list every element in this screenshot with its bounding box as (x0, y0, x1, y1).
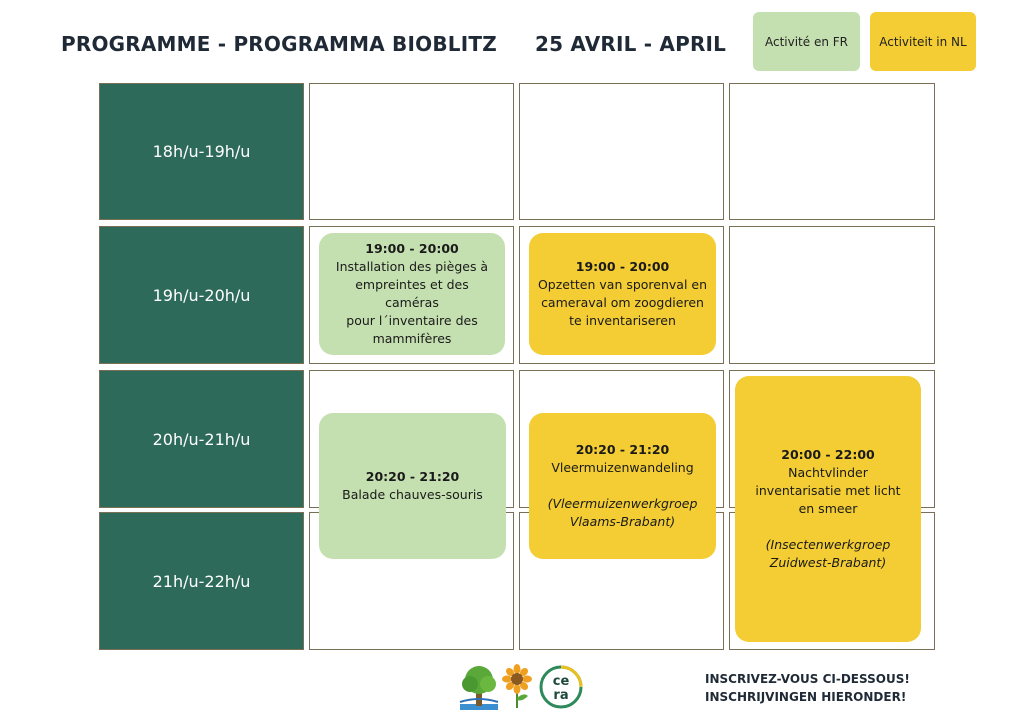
time-slot-18: 18h/u-19h/u (99, 83, 304, 220)
event-organizer: Zuidwest-Brabant) (769, 555, 887, 570)
event-text: mammifères (372, 331, 452, 346)
tree-logo-icon (458, 662, 500, 712)
cera-logo-icon (538, 664, 584, 710)
legend-fr (753, 12, 860, 71)
event-organizer: (Insectenwerkgroep (765, 537, 891, 552)
event-nl-traps[interactable] (529, 233, 716, 355)
event-text: Nachtvlinder (788, 465, 868, 480)
event-text: inventarisatie met licht (755, 483, 901, 498)
event-text: te inventariseren (569, 313, 676, 328)
event-time: 19:00 - 20:00 (575, 259, 670, 274)
legend-nl (870, 12, 976, 71)
time-slot-20: 20h/u-21h/u (99, 370, 304, 508)
event-text: Installation des pièges à (335, 259, 489, 274)
grid-cell (519, 83, 724, 220)
event-time: 19:00 - 20:00 (365, 241, 459, 256)
event-time: 20:00 - 22:00 (781, 447, 875, 462)
event-text: Balade chauves-souris (342, 487, 483, 502)
event-text: en smeer (798, 501, 858, 516)
cera-text-top: ce (552, 674, 570, 689)
event-text: Vleermuizenwandeling (551, 460, 694, 475)
grid-cell (309, 83, 514, 220)
event-time: 20:20 - 21:20 (365, 469, 460, 484)
event-fr-bats[interactable] (319, 413, 506, 559)
time-slot-21: 21h/u-22h/u (99, 512, 304, 650)
cta-nl: INSCHRIJVINGEN HIERONDER! (705, 690, 907, 704)
cta-fr: INSCRIVEZ-VOUS CI-DESSOUS! (705, 672, 910, 686)
event-text: cameraval om zoogdieren (541, 295, 704, 310)
grid-cell (729, 226, 935, 364)
cera-text-bottom: ra (553, 688, 569, 703)
event-fr-traps[interactable] (319, 233, 505, 355)
event-organizer: Vlaams-Brabant) (569, 514, 676, 529)
event-nl-moths[interactable] (735, 376, 921, 642)
time-slot-19: 19h/u-20h/u (99, 226, 304, 364)
grid-cell (729, 83, 935, 220)
event-text: Opzetten van sporenval en (537, 277, 708, 292)
event-text: pour l´inventaire des (346, 313, 478, 328)
legend-fr-label: Activité en FR (764, 34, 848, 49)
event-organizer: (Vleermuizenwerkgroep (547, 496, 698, 511)
event-text: empreintes et des caméras (355, 277, 469, 310)
event-nl-bats[interactable] (529, 413, 716, 559)
sunflower-logo-icon (502, 664, 532, 710)
page-title: PROGRAMME - PROGRAMMA BIOBLITZ (61, 32, 497, 56)
event-date: 25 AVRIL - APRIL (535, 32, 727, 56)
event-time: 20:20 - 21:20 (575, 442, 670, 457)
legend-nl-label: Activiteit in NL (879, 34, 967, 49)
